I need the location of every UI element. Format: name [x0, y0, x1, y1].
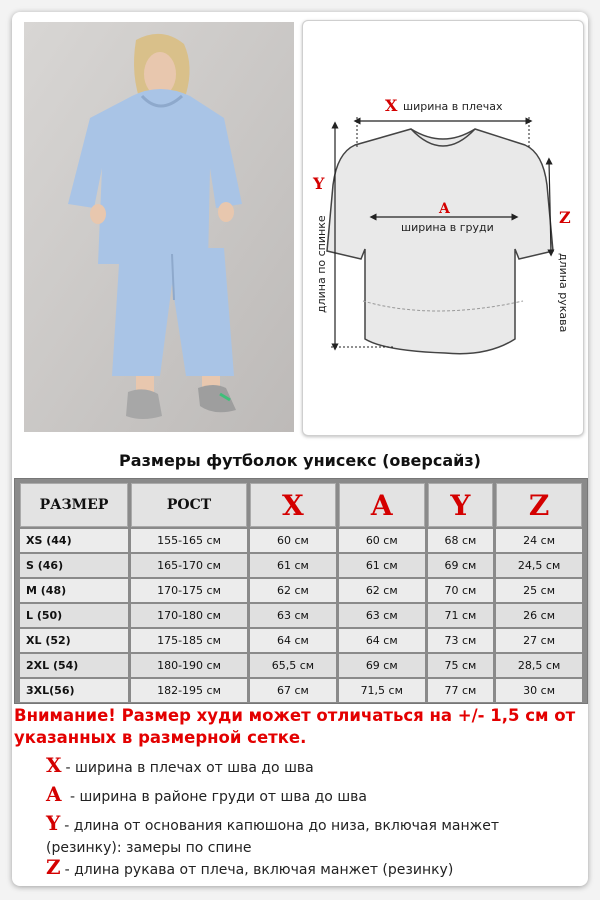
cell-a: 62 см — [339, 579, 425, 602]
cell-a: 61 см — [339, 554, 425, 577]
cell-size: S (46) — [20, 554, 128, 577]
cell-y: 69 см — [428, 554, 494, 577]
legend-key-x: X — [46, 753, 62, 777]
cell-y: 75 см — [428, 654, 494, 677]
legend-item-x — [46, 754, 566, 779]
legend-key-a: A — [46, 782, 62, 806]
cell-size: 3XL(56) — [20, 679, 128, 702]
y-label: длина по спинке — [315, 215, 328, 313]
legend-item-y — [46, 812, 566, 859]
cell-size: L (50) — [20, 604, 128, 627]
header-z: Z — [496, 483, 582, 527]
cell-y: 73 см — [428, 629, 494, 652]
x-letter: X — [385, 96, 398, 115]
header-height: РОСТ — [131, 483, 247, 527]
cell-z: 27 см — [496, 629, 582, 652]
x-label: ширина в плечах — [403, 100, 503, 113]
z-letter: Z — [559, 208, 571, 227]
size-table — [14, 478, 588, 704]
cell-x: 60 см — [250, 529, 336, 552]
legend-key-z: Z — [46, 855, 61, 879]
y-letter: Y — [313, 174, 325, 193]
header-size: РАЗМЕР — [20, 483, 128, 527]
legend-text-z: - длина рукава от плеча, включая манжет (резинку) — [64, 862, 454, 878]
a-letter: A — [439, 201, 450, 217]
cell-height: 170-175 см — [131, 579, 247, 602]
table-row — [20, 629, 582, 652]
cell-a: 63 см — [339, 604, 425, 627]
cell-y: 70 см — [428, 579, 494, 602]
cell-a: 69 см — [339, 654, 425, 677]
cell-z: 25 см — [496, 579, 582, 602]
cell-x: 64 см — [250, 629, 336, 652]
cell-y: 68 см — [428, 529, 494, 552]
cell-z: 24,5 см — [496, 554, 582, 577]
cell-x: 62 см — [250, 579, 336, 602]
table-row — [20, 579, 582, 602]
z-label: длина рукава — [557, 253, 570, 333]
cell-size: 2XL (54) — [20, 654, 128, 677]
legend-text-x: - ширина в плечах от шва до шва — [65, 760, 314, 776]
legend-item-z — [46, 856, 566, 881]
table-row — [20, 654, 582, 677]
table-row — [20, 679, 582, 702]
cell-x: 65,5 см — [250, 654, 336, 677]
cell-y: 77 см — [428, 679, 494, 702]
warning-text: Внимание! Размер худи может отличаться на +/- 1,5 см от указанных в размерной сетке. — [14, 706, 576, 747]
a-label: ширина в груди — [401, 221, 494, 234]
table-row — [20, 554, 582, 577]
cell-height: 180-190 см — [131, 654, 247, 677]
cell-a: 60 см — [339, 529, 425, 552]
cell-y: 71 см — [428, 604, 494, 627]
table-row — [20, 604, 582, 627]
cell-a: 64 см — [339, 629, 425, 652]
header-x: X — [250, 483, 336, 527]
legend-text-y: - длина от основания капюшона до низа, включая манжет (резинку): замеры по спине — [46, 818, 500, 856]
cell-x: 63 см — [250, 604, 336, 627]
cell-size: XS (44) — [20, 529, 128, 552]
legend-key-y: Y — [46, 811, 61, 835]
cell-size: XL (52) — [20, 629, 128, 652]
page-title: Размеры футболок унисекс (оверсайз) — [119, 451, 481, 470]
cell-height: 155-165 см — [131, 529, 247, 552]
table-header-row — [20, 483, 582, 527]
cell-size: M (48) — [20, 579, 128, 602]
cell-x: 67 см — [250, 679, 336, 702]
model-photo — [24, 22, 294, 432]
header-y: Y — [428, 483, 494, 527]
cell-z: 30 см — [496, 679, 582, 702]
cell-height: 170-180 см — [131, 604, 247, 627]
cell-height: 182-195 см — [131, 679, 247, 702]
measurement-diagram — [302, 20, 584, 436]
cell-z: 24 см — [496, 529, 582, 552]
cell-x: 61 см — [250, 554, 336, 577]
cell-a: 71,5 см — [339, 679, 425, 702]
header-a: A — [339, 483, 425, 527]
cell-height: 175-185 см — [131, 629, 247, 652]
cell-height: 165-170 см — [131, 554, 247, 577]
legend-text-a: - ширина в районе груди от шва до шва — [65, 789, 367, 805]
table-row — [20, 529, 582, 552]
cell-z: 28,5 см — [496, 654, 582, 677]
legend-item-a — [46, 783, 566, 808]
cell-z: 26 см — [496, 604, 582, 627]
